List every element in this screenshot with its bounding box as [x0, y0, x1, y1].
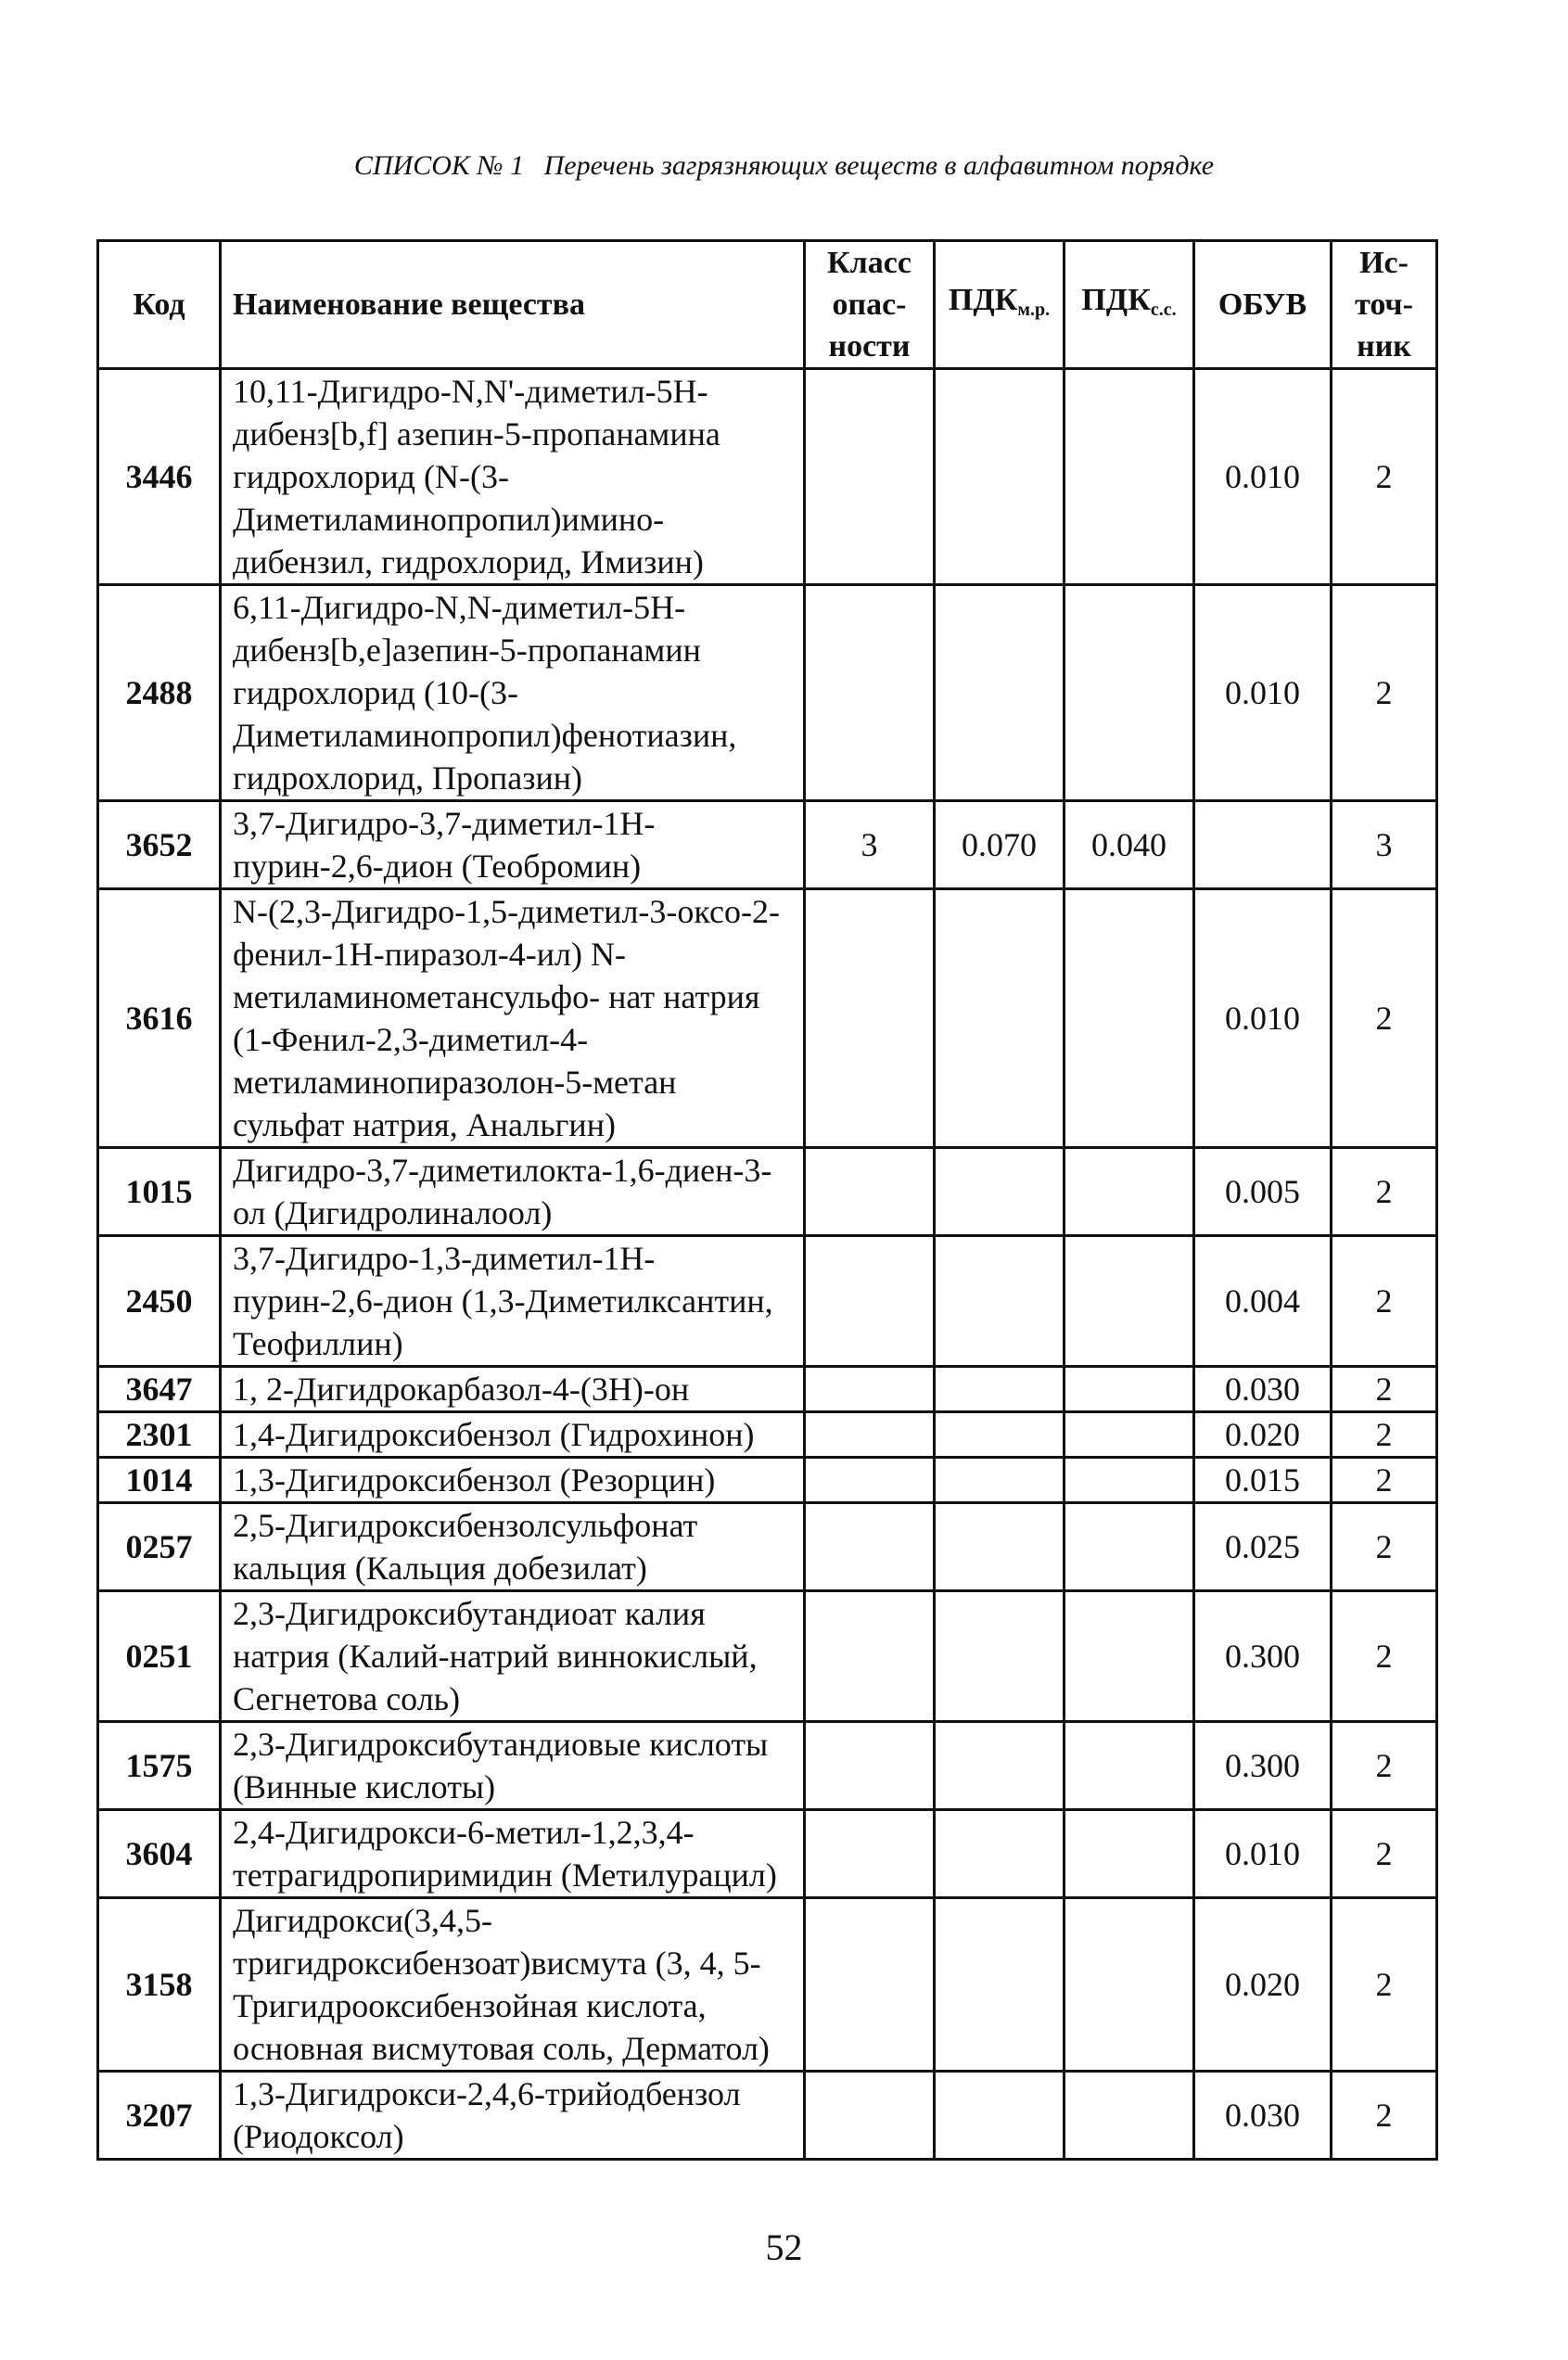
cell-pdk-mr [935, 585, 1064, 801]
cell-source: 2 [1332, 1810, 1437, 1898]
cell-obuv [1194, 801, 1332, 889]
cell-substance-name: 6,11-Дигидро-N,N-диметил-5Н-дибенз[b,e]азепин-5-пропанамин гидрохлорид (10-(3-Диметиламинопропил)фенотиазин, гидрохлорид, Пропазин) [221, 585, 805, 801]
cell-source: 2 [1332, 1458, 1437, 1503]
table-row [98, 585, 1437, 801]
cell-pdk-ss [1064, 1722, 1194, 1810]
table-row [98, 889, 1437, 1148]
page-header [0, 150, 1568, 182]
cell-code: 0251 [98, 1591, 221, 1722]
cell-pdk-mr [935, 1412, 1064, 1458]
cell-obuv: 0.020 [1194, 1898, 1332, 2072]
cell-pdk-ss [1064, 1412, 1194, 1458]
cell-hazard-class [805, 1236, 935, 1367]
cell-hazard-class [805, 585, 935, 801]
cell-source: 2 [1332, 889, 1437, 1148]
cell-pdk-ss [1064, 1148, 1194, 1236]
cell-substance-name: 3,7-Дигидро-3,7-диметил-1Н-пурин-2,6-дион (Теобромин) [221, 801, 805, 889]
column-header-code: Код [98, 241, 221, 369]
cell-substance-name: 2,3-Дигидроксибутандиоат калия натрия (Калий-натрий виннокислый, Сегнетова соль) [221, 1591, 805, 1722]
cell-obuv: 0.010 [1194, 1810, 1332, 1898]
column-header-hazard-class: Класс опас- ности [805, 241, 935, 369]
cell-code: 1014 [98, 1458, 221, 1503]
column-header-obuv: ОБУВ [1194, 241, 1332, 369]
cell-code: 2488 [98, 585, 221, 801]
cell-substance-name: 1,3-Дигидрокси-2,4,6-трийодбензол (Риодоксол) [221, 2072, 805, 2160]
cell-pdk-ss [1064, 1503, 1194, 1591]
cell-code: 3652 [98, 801, 221, 889]
cell-source: 2 [1332, 1898, 1437, 2072]
cell-hazard-class [805, 889, 935, 1148]
substances-table [96, 239, 1438, 2161]
cell-source: 2 [1332, 1591, 1437, 1722]
cell-source: 2 [1332, 1503, 1437, 1591]
cell-pdk-ss [1064, 1898, 1194, 2072]
cell-obuv: 0.030 [1194, 2072, 1332, 2160]
cell-source: 2 [1332, 1722, 1437, 1810]
pdk-mr-subscript: м.р. [1017, 299, 1051, 320]
cell-hazard-class: 3 [805, 801, 935, 889]
cell-substance-name: 1, 2-Дигидрокарбазол-4-(3Н)-он [221, 1367, 805, 1412]
cell-hazard-class [805, 1148, 935, 1236]
column-header-name: Наименование вещества [221, 241, 805, 369]
cell-pdk-ss [1064, 1810, 1194, 1898]
cell-substance-name: 2,5-Дигидроксибензолсульфонат кальция (Кальция добезилат) [221, 1503, 805, 1591]
cell-source: 2 [1332, 2072, 1437, 2160]
cell-pdk-mr [935, 2072, 1064, 2160]
cell-obuv: 0.005 [1194, 1148, 1332, 1236]
cell-pdk-mr [935, 1898, 1064, 2072]
cell-hazard-class [805, 1898, 935, 2072]
cell-pdk-mr [935, 1810, 1064, 1898]
cell-pdk-ss: 0.040 [1064, 801, 1194, 889]
table-row [98, 1722, 1437, 1810]
table-row [98, 1458, 1437, 1503]
table-body [98, 369, 1437, 2160]
cell-obuv: 0.004 [1194, 1236, 1332, 1367]
cell-substance-name: 2,4-Дигидрокси-6-метил-1,2,3,4-тетрагидропиримидин (Метилурацил) [221, 1810, 805, 1898]
column-header-pdk-mr [935, 241, 1064, 369]
cell-substance-name: Дигидрокси(3,4,5-тригидроксибензоат)висмута (3, 4, 5-Тригидрооксибензойная кислота, основная висмутовая соль, Дерматол) [221, 1898, 805, 2072]
cell-substance-name: 1,3-Дигидроксибензол (Резорцин) [221, 1458, 805, 1503]
table-row [98, 1503, 1437, 1591]
page-number: 52 [765, 2226, 803, 2268]
cell-substance-name: 10,11-Дигидро-N,N'-диметил-5Н-дибенз[b,f] азепин-5-пропанамина гидрохлорид (N-(3-Диметиламинопропил)имино-дибензил, гидрохлорид, Имизин) [221, 369, 805, 585]
cell-obuv: 0.010 [1194, 889, 1332, 1148]
cell-source: 3 [1332, 801, 1437, 889]
column-header-source: Ис- точ- ник [1332, 241, 1437, 369]
cell-source: 2 [1332, 1148, 1437, 1236]
cell-substance-name: N-(2,3-Дигидро-1,5-диметил-3-оксо-2-фенил-1Н-пиразол-4-ил) N-метиламинометансульфо- нат натрия (1-Фенил-2,3-диметил-4-метиламинопиразолон-5-метан сульфат натрия, Анальгин) [221, 889, 805, 1148]
cell-substance-name: 3,7-Дигидро-1,3-диметил-1Н-пурин-2,6-дион (1,3-Диметилксантин, Теофиллин) [221, 1236, 805, 1367]
table-row [98, 1367, 1437, 1412]
cell-pdk-ss [1064, 1236, 1194, 1367]
cell-code: 2301 [98, 1412, 221, 1458]
cell-obuv: 0.030 [1194, 1367, 1332, 1412]
table-row [98, 801, 1437, 889]
cell-pdk-mr [935, 369, 1064, 585]
cell-hazard-class [805, 1722, 935, 1810]
table-row [98, 1591, 1437, 1722]
cell-code: 3158 [98, 1898, 221, 2072]
cell-code: 3604 [98, 1810, 221, 1898]
table-row [98, 1412, 1437, 1458]
cell-source: 2 [1332, 1412, 1437, 1458]
cell-pdk-ss [1064, 889, 1194, 1148]
table-row [98, 1236, 1437, 1367]
cell-obuv: 0.300 [1194, 1591, 1332, 1722]
cell-hazard-class [805, 1591, 935, 1722]
cell-substance-name: 1,4-Дигидроксибензол (Гидрохинон) [221, 1412, 805, 1458]
cell-hazard-class [805, 1412, 935, 1458]
cell-pdk-ss [1064, 1458, 1194, 1503]
cell-source: 2 [1332, 585, 1437, 801]
table-row [98, 1148, 1437, 1236]
cell-obuv: 0.010 [1194, 369, 1332, 585]
cell-pdk-ss [1064, 1367, 1194, 1412]
cell-hazard-class [805, 1367, 935, 1412]
cell-source: 2 [1332, 1367, 1437, 1412]
cell-source: 2 [1332, 369, 1437, 585]
list-subtitle: Перечень загрязняющих веществ в алфавитном порядке [543, 150, 1215, 181]
cell-code: 3616 [98, 889, 221, 1148]
pdk-ss-subscript: с.с. [1150, 299, 1177, 320]
cell-code: 2450 [98, 1236, 221, 1367]
cell-pdk-ss [1064, 2072, 1194, 2160]
table-row [98, 1898, 1437, 2072]
table-row [98, 369, 1437, 585]
cell-pdk-mr [935, 1236, 1064, 1367]
cell-obuv: 0.020 [1194, 1412, 1332, 1458]
cell-pdk-mr [935, 1722, 1064, 1810]
cell-hazard-class [805, 1458, 935, 1503]
cell-code: 3446 [98, 369, 221, 585]
cell-hazard-class [805, 1503, 935, 1591]
cell-pdk-ss [1064, 1591, 1194, 1722]
table-header-row [98, 241, 1437, 369]
cell-substance-name: Дигидро-3,7-диметилокта-1,6-диен-3-ол (Дигидролиналоол) [221, 1148, 805, 1236]
pdk-ss-label: ПДК [1081, 282, 1151, 317]
cell-code: 3207 [98, 2072, 221, 2160]
cell-pdk-mr: 0.070 [935, 801, 1064, 889]
cell-pdk-mr [935, 1367, 1064, 1412]
cell-pdk-mr [935, 889, 1064, 1148]
cell-code: 1015 [98, 1148, 221, 1236]
cell-hazard-class [805, 1810, 935, 1898]
cell-pdk-mr [935, 1591, 1064, 1722]
cell-obuv: 0.300 [1194, 1722, 1332, 1810]
cell-pdk-ss [1064, 585, 1194, 801]
cell-hazard-class [805, 2072, 935, 2160]
pdk-mr-label: ПДК [948, 282, 1018, 317]
cell-pdk-ss [1064, 369, 1194, 585]
column-header-pdk-ss [1064, 241, 1194, 369]
cell-obuv: 0.010 [1194, 585, 1332, 801]
cell-code: 1575 [98, 1722, 221, 1810]
cell-code: 0257 [98, 1503, 221, 1591]
cell-pdk-mr [935, 1148, 1064, 1236]
cell-pdk-mr [935, 1458, 1064, 1503]
list-title: СПИСОК № 1 [353, 150, 525, 181]
cell-hazard-class [805, 369, 935, 585]
cell-code: 3647 [98, 1367, 221, 1412]
cell-pdk-mr [935, 1503, 1064, 1591]
cell-obuv: 0.025 [1194, 1503, 1332, 1591]
cell-obuv: 0.015 [1194, 1458, 1332, 1503]
cell-source: 2 [1332, 1236, 1437, 1367]
cell-substance-name: 2,3-Дигидроксибутандиовые кислоты (Винные кислоты) [221, 1722, 805, 1810]
table-row [98, 1810, 1437, 1898]
table-row [98, 2072, 1437, 2160]
